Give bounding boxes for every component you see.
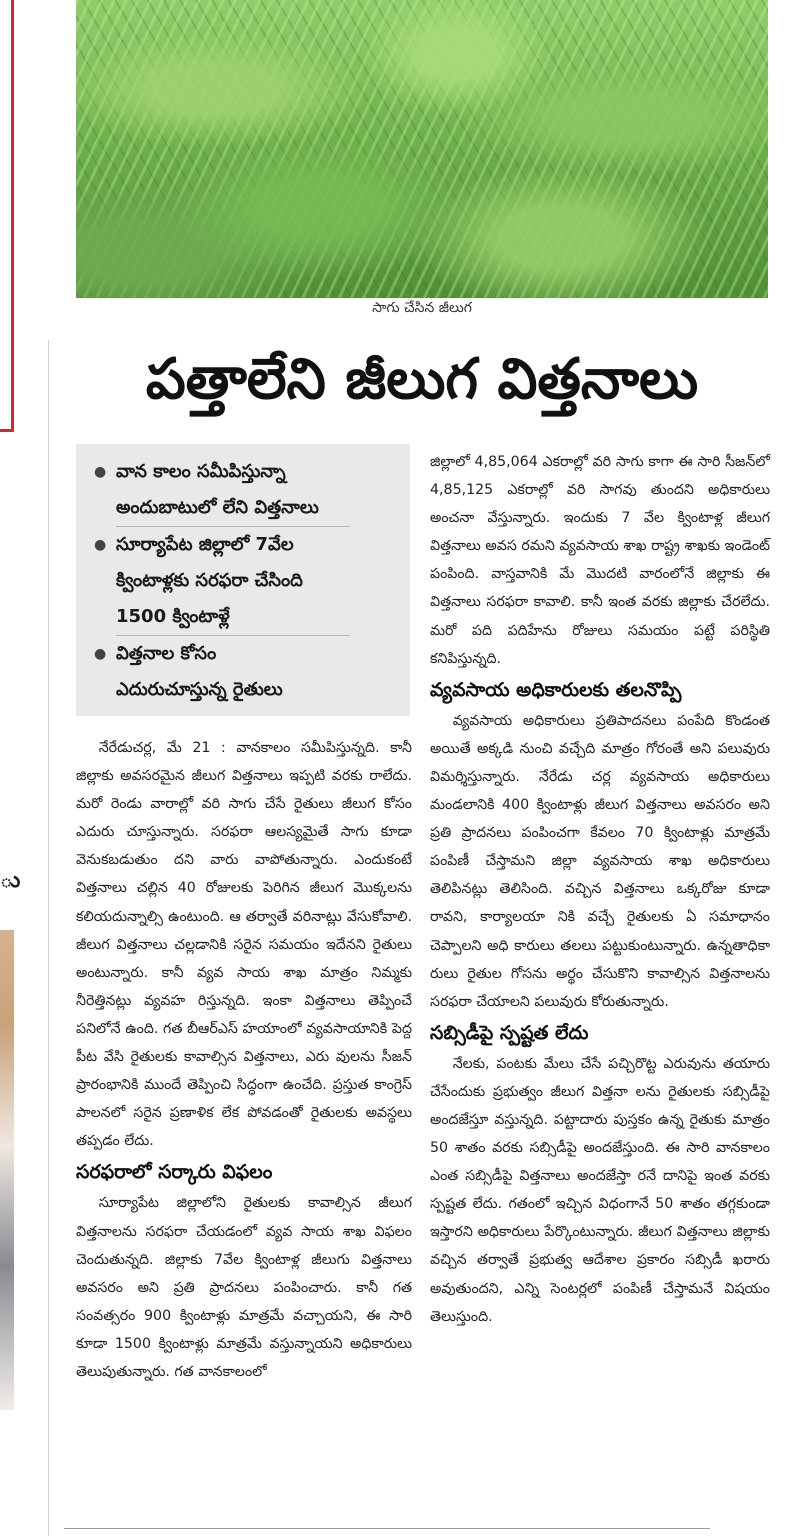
field-photo — [76, 0, 768, 298]
article-paragraph: సూర్యాపేట జిల్లాలోని రైతులకు కావాల్సిన జీలుగ విత్తనాలను సరఫరా చేయడంలో వ్యవ సాయ శాఖ విఫలం చెందుతున్నది. జిల్లాకు 7వేల క్వింటాళ్ల జీలుగు విత్తనాలు అవసరం అని ప్రతి ప్రాదనలు పంపించారు. కానీ గత సంవత్సరం 900 క్వింటాళ్లు మాత్రమే వచ్చాయని, ఈ సారి కూడా 1500 క్వింటాళ్లు మాత్రమే వస్తున్నాయని అధికారులు తెలుపుతున్నారు. గత వానకాలంలో — [76, 1195, 412, 1380]
photo-caption: సాగు చేసిన జీలుగ — [372, 300, 472, 316]
section-heading: సబ్సిడీపై స్పష్టత లేదు — [430, 1021, 589, 1044]
bottom-rule — [64, 1528, 710, 1529]
bullet-icon: ● — [94, 537, 107, 553]
article-paragraph: వ్యవసాయ అధికారులు ప్రతిపాదనలు పంపేది కొండంత అయితే అక్కడి నుంచి వచ్చేది మాత్రం గోరంతే అని పలువురు విమర్శిస్తున్నారు. నేరేడు చర్ల వ్యవసాయ అధికారులు మండలానికి 400 క్వింటాళ్లు జీలుగ విత్తనాలు అవసరం అని ప్రతి ప్రాదనలు పంపించగా కేవలం 70 క్వింటాళ్లు మాత్రమే పంపిణీ చేస్తామని జిల్లా వ్యవసాయ శాఖ అధికారులు తెలిపినట్లు తెలిసింది. వచ్చిన విత్తనాలు ఒక్కరోజు కూడా రావని, కార్యాలయా నికి వచ్చే రైతులకు ఏ సమాధానం చెప్పాలని అధి కారులు తలలు పట్టుకుంటున్నారు. ఉన్నతాధికా రులు రైతుల గోసను అర్థం చేసుకొని కావాల్సిన విత్తనాలను సరఫరా చేయాలని పలువురు కోరుతున్నారు. — [430, 712, 770, 1010]
adjacent-red-frame — [0, 0, 14, 432]
bullet-icon: ● — [94, 646, 107, 662]
article-paragraph: జిల్లాలో 4,85,064 ఎకరాల్లో వరి సాగు కాగా ఈ సారి సీజన్‌లో 4,85,125 ఎకరాల్లో వరి సాగవు తుందని అధికారులు అంచనా వేస్తున్నారు. ఇందుకు 7 వేల క్వింటాళ్ల జీలుగ విత్తనాలు అవస రమని వ్యవసాయ శాఖ రాష్ట్ర శాఖకు ఇండెంట్ పంపింది. వాస్తవానికి మే మొదటి వారంలోనే జిల్లాకు ఈ విత్తనాలు సరఫరా కావాలి. కానీ ఇంత వరకు జిల్లాకు చేరలేదు. మరో పది పదిహేను రోజులు సమయం పట్టే పరిస్థితి కనిపిస్తున్నది. — [430, 454, 770, 667]
adjacent-photo-fragment — [0, 930, 14, 1410]
highlight-item — [94, 527, 396, 635]
section-heading: వ్యవసాయ అధికారులకు తలనొప్పి — [430, 678, 682, 701]
bullet-icon: ● — [94, 464, 107, 480]
highlight-line: ఎదురుచూస్తున్న రైతులు — [116, 679, 283, 700]
article-paragraph: నేరేడుచర్ల, మే 21 : వానకాలం సమీపిస్తున్నది. కానీ జిల్లాకు అవసరమైన జీలుగ విత్తనాలు ఇప్పటి వరకు రాలేదు. మరో రెండు వారాల్లో వరి సాగు చేసే రైతులు జీలుగ కోసం ఎదురు చూస్తున్నారు. సరఫరా ఆలస్యమైతే సాగు కూడా వెనుకబడుతుం దని వారు వాపోతున్నారు. ఎందుకంటే విత్తనాలు చల్లిన 40 రోజులకు పెరిగిన జీలుగ మొక్కలను కలియదున్నాల్సి ఉంటుంది. ఆ తర్వాతే వరినాట్లు వేసుకోవాలి. జీలుగ విత్తనాలు చల్లడానికి సరైన సమయం ఇదేనని రైతులు అంటున్నారు. కానీ వ్యవ సాయ శాఖ మాత్రం నిమ్మకు నీరెత్తినట్లు వ్యవహ రిస్తున్నది. ఇంకా విత్తనాలు తెప్పించే పనిలోనే ఉంది. గత బీఆర్ఎస్ హయాంలో వ్యవసాయానికి పెద్ద పీట వేసి రైతులకు కావాల్సిన విత్తనాలు, ఎరు వులను సీజన్ ప్రారంభానికి ముందే తెప్పించి సిద్ధంగా ఉంచేది. ప్రస్తుత కాంగ్రెస్ పాలనలో సరైన ప్రణాళిక లేక పోవడంతో రైతులకు అవస్థలు తప్పడం లేదు. — [76, 740, 412, 1150]
highlight-line: విత్తనాల కోసం — [116, 643, 217, 664]
article-column-right — [430, 448, 770, 1331]
article-column-left — [76, 734, 412, 1386]
highlight-item — [94, 454, 396, 526]
article-paragraph: నేలకు, పంటకు మేలు చేసే పచ్చిరొట్ట ఎరువును తయారు చేసేందుకు ప్రభుత్వం జీలుగ విత్తనా లను రైతులకు సబ్సిడీపై అందజేస్తూ వస్తున్నది. పట్టాదారు పుస్తకం ఉన్న రైతుకు మాత్రం 50 శాతం వరకు సబ్సిడీపై అందజేస్తుంది. ఈ సారి వానకాలం ఎంత సబ్సిడీపై విత్తనాలు అందజేస్తా రనే దానిపై ఇంత వరకు స్పష్టత లేదు. గతంలో ఇచ్చిన విధంగానే 50 శాతం తగ్గకుండా ఇస్తారని అధికారులు పేర్కొంటున్నారు. జీలుగ విత్తనాలు జిల్లాకు వచ్చిన తర్వాతే ప్రభుత్వ ఆదేశాల ప్రకారం సబ్సిడీ ఖరారు అవుతుందని, ఎన్ని సెంటర్లలో పంపిణీ చేస్తామనే విషయం తెలుస్తుంది. — [430, 1055, 770, 1325]
adjacent-text-fragment: ు — [0, 868, 21, 893]
section-heading: సరఫరాలో సర్కారు విఫలం — [76, 1161, 273, 1184]
article-headline: పత్తాలేని జీలుగ విత్తనాలు — [145, 347, 699, 412]
highlight-line: అందుబాటులో లేని విత్తనాలు — [116, 497, 319, 518]
highlight-line: వాన కాలం సమీపిస్తున్నా — [116, 461, 286, 482]
highlight-item — [94, 636, 396, 708]
column-divider — [48, 340, 49, 1536]
adjacent-article-strip — [0, 0, 48, 1536]
highlight-line: సూర్యాపేట జిల్లాలో 7వేల — [116, 534, 294, 555]
highlights-box — [76, 444, 410, 716]
highlight-line: 1500 క్వింటాళ్లే — [116, 606, 230, 627]
highlight-line: క్వింటాళ్లకు సరఫరా చేసింది — [116, 570, 303, 591]
